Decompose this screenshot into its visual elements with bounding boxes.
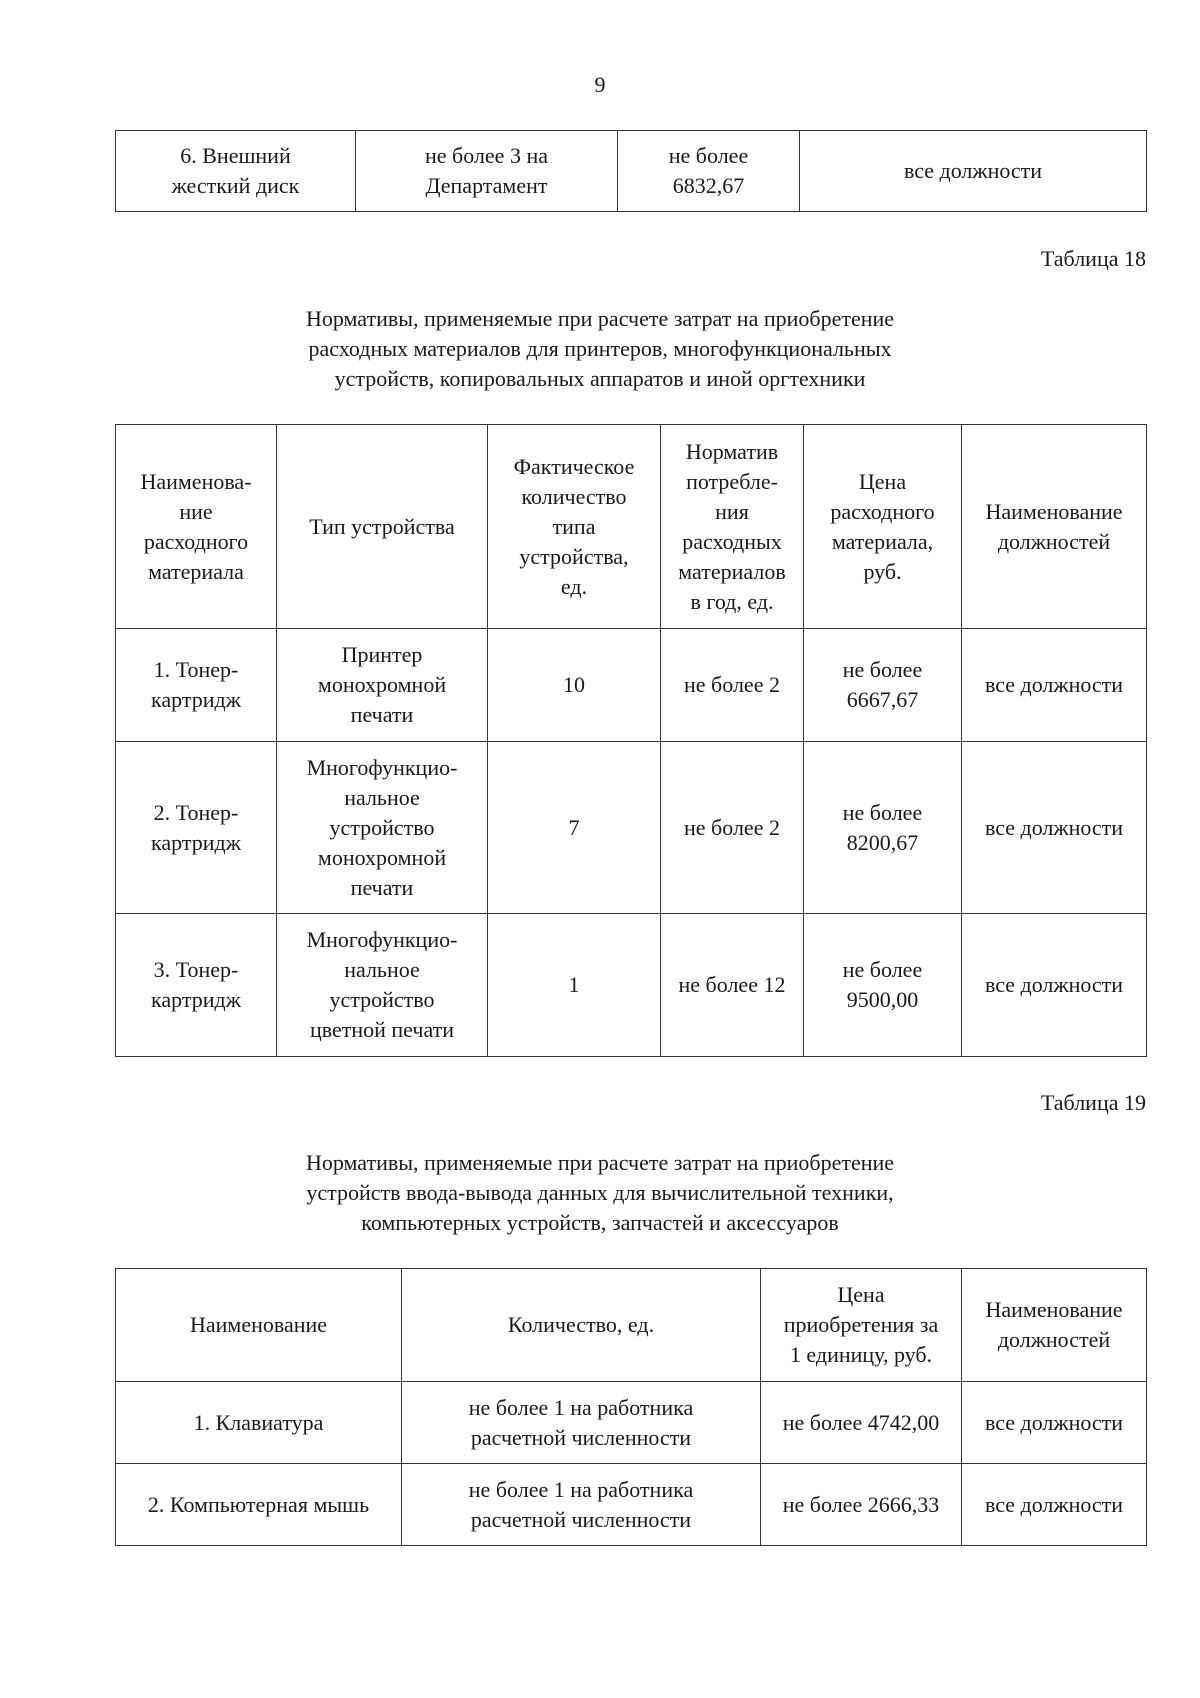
table-cell	[356, 131, 618, 212]
cell-line: все должности	[984, 972, 1124, 997]
cell-line: не более 4742,00	[782, 1409, 940, 1435]
column-header	[402, 1269, 761, 1382]
table-18	[115, 424, 1147, 1057]
table-header-row	[116, 1269, 1147, 1382]
cell-line: не более 2	[684, 672, 780, 697]
cell-line: расходного	[830, 498, 935, 524]
column-header	[116, 1269, 402, 1382]
cell-line: все должности	[984, 672, 1124, 697]
cell-line: печати	[350, 702, 414, 727]
table-cell	[661, 629, 804, 742]
table-18-label: Таблица 18	[1040, 246, 1146, 271]
cell-line: устройство	[329, 814, 435, 840]
column-header	[277, 425, 488, 629]
table-cell	[661, 914, 804, 1057]
cell-line: нальное	[344, 784, 420, 810]
table-cell	[800, 131, 1147, 212]
cell-line: материала,	[831, 528, 934, 554]
cell-line: жесткий диск	[171, 173, 300, 198]
cell-line: ние	[179, 498, 213, 524]
table-cell	[402, 1382, 761, 1464]
caption-line: устройств, копировальных аппаратов и иной оргтехники	[334, 366, 866, 391]
column-header	[116, 425, 277, 629]
cell-line: 6667,67	[846, 687, 919, 712]
cell-line: монохромной	[317, 672, 447, 697]
cell-line: картридж	[151, 829, 241, 855]
cell-line: монохромной	[317, 844, 447, 870]
cell-line: количество	[521, 483, 627, 509]
cell-line: Тип устройства	[309, 513, 455, 539]
table-cell	[962, 914, 1147, 1057]
column-header	[661, 425, 804, 629]
cell-line: не более 1 на работника	[468, 1394, 694, 1420]
table-row	[116, 1382, 1147, 1464]
cell-line: не более	[668, 143, 749, 168]
table-cell	[661, 742, 804, 914]
table-19-label: Таблица 19	[1040, 1090, 1146, 1115]
cell-line: устройство	[329, 987, 435, 1012]
table-cell	[488, 914, 661, 1057]
table-cell	[804, 629, 962, 742]
table-row	[116, 914, 1147, 1057]
cell-line: все должности	[984, 1409, 1124, 1435]
column-header	[804, 425, 962, 629]
cell-line: 9500,00	[846, 987, 919, 1012]
cell-line: не более 2666,33	[782, 1491, 940, 1517]
cell-line: не более 1 на работника	[468, 1476, 694, 1502]
cell-line: Цена	[858, 468, 907, 494]
table-cell	[618, 131, 800, 212]
cell-line: должностей	[997, 528, 1111, 554]
caption-line: расходных материалов для принтеров, многофункциональных	[308, 336, 892, 361]
cell-line: типа	[552, 513, 596, 539]
cell-line: печати	[350, 874, 414, 900]
cell-line: 1. Клавиатура	[193, 1409, 324, 1435]
cell-line: Цена	[837, 1282, 885, 1307]
cell-line: 6. Внешний	[180, 143, 291, 168]
cell-line: руб.	[863, 558, 902, 584]
cell-line: расчетной численности	[470, 1424, 692, 1450]
cell-line: Наименова-	[140, 468, 252, 494]
table-cell	[116, 742, 277, 914]
cell-line: Департамент	[425, 173, 548, 198]
table-cell	[804, 914, 962, 1057]
cell-line: материала	[148, 558, 244, 584]
cell-line: не более	[842, 799, 923, 825]
table-cell	[116, 1382, 402, 1464]
cell-line: Наименование	[189, 1312, 328, 1337]
table-row	[116, 1464, 1147, 1546]
cell-line: 7	[568, 814, 580, 840]
table-cell	[116, 629, 277, 742]
cell-line: не более 3 на	[425, 143, 548, 168]
cell-line: ед.	[560, 573, 588, 599]
table-19	[115, 1268, 1147, 1546]
cell-line: картридж	[151, 987, 241, 1012]
column-header	[488, 425, 661, 629]
cell-line: расходного	[143, 528, 249, 554]
caption-line: Нормативы, применяемые при расчете затрат на приобретение	[305, 306, 895, 331]
table-18-caption	[0, 304, 1200, 394]
cell-line: 6832,67	[672, 173, 745, 198]
table-cell	[962, 1382, 1147, 1464]
column-header	[962, 425, 1147, 629]
cell-line: 1 единицу, руб.	[789, 1342, 933, 1367]
cell-line: расходных	[682, 528, 782, 554]
cell-line: не более	[842, 657, 923, 682]
table-row	[116, 131, 1147, 212]
cell-line: Многофункцио-	[306, 927, 458, 952]
cell-line: 8200,67	[846, 829, 919, 855]
table-cell	[116, 1464, 402, 1546]
cell-line: ния	[715, 498, 749, 524]
cell-line: материалов	[678, 558, 786, 584]
cell-line: не более 2	[684, 814, 780, 840]
table-cell	[116, 914, 277, 1057]
table-cell	[962, 1464, 1147, 1546]
table-cell	[804, 742, 962, 914]
cell-line: 10	[563, 672, 585, 697]
cell-line: Норматив	[685, 438, 779, 464]
cell-line: не более	[842, 957, 923, 982]
table-cell	[488, 742, 661, 914]
caption-line: Нормативы, применяемые при расчете затрат на приобретение	[305, 1150, 895, 1175]
caption-line: компьютерных устройств, запчастей и аксессуаров	[361, 1210, 839, 1235]
table-row	[116, 629, 1147, 742]
table-cell	[277, 914, 488, 1057]
cell-line: устройства,	[519, 543, 629, 569]
cell-line: все должности	[903, 158, 1043, 183]
cell-line: Наименование	[985, 1297, 1123, 1322]
cell-line: все должности	[984, 814, 1124, 840]
table-row	[116, 742, 1147, 914]
cell-line: потребле-	[686, 468, 778, 494]
cell-line: 1	[568, 972, 580, 997]
table-cell	[761, 1382, 962, 1464]
cell-line: 2. Тонер-	[153, 799, 239, 825]
cell-line: Наименование	[985, 498, 1123, 524]
cell-line: нальное	[344, 957, 420, 982]
cell-line: не более 12	[678, 972, 786, 997]
cell-line: в год, ед.	[690, 588, 774, 614]
cell-line: расчетной численности	[470, 1506, 692, 1532]
table-cell	[962, 629, 1147, 742]
caption-line: устройств ввода-вывода данных для вычислительной техники,	[306, 1180, 894, 1205]
cell-line: 3. Тонер-	[153, 957, 239, 982]
cell-line: все должности	[984, 1491, 1124, 1517]
table-header-row	[116, 425, 1147, 629]
table-cell	[116, 131, 356, 212]
table-cell	[277, 629, 488, 742]
cell-line: приобретения за	[783, 1312, 939, 1337]
cell-line: Фактическое	[513, 453, 635, 479]
table-17-continuation	[115, 130, 1147, 212]
cell-line: Принтер	[341, 642, 423, 667]
cell-line: 2. Компьютерная мышь	[147, 1491, 370, 1517]
page-number: 9	[594, 72, 606, 97]
cell-line: Количество, ед.	[507, 1312, 655, 1337]
column-header	[962, 1269, 1147, 1382]
table-19-caption	[0, 1148, 1200, 1238]
cell-line: цветной печати	[309, 1017, 455, 1042]
cell-line: Многофункцио-	[306, 754, 458, 780]
table-cell	[277, 742, 488, 914]
cell-line: картридж	[151, 687, 241, 712]
table-cell	[962, 742, 1147, 914]
cell-line: должностей	[997, 1327, 1111, 1352]
table-cell	[761, 1464, 962, 1546]
cell-line: 1. Тонер-	[153, 657, 239, 682]
table-cell	[488, 629, 661, 742]
column-header	[761, 1269, 962, 1382]
table-cell	[402, 1464, 761, 1546]
